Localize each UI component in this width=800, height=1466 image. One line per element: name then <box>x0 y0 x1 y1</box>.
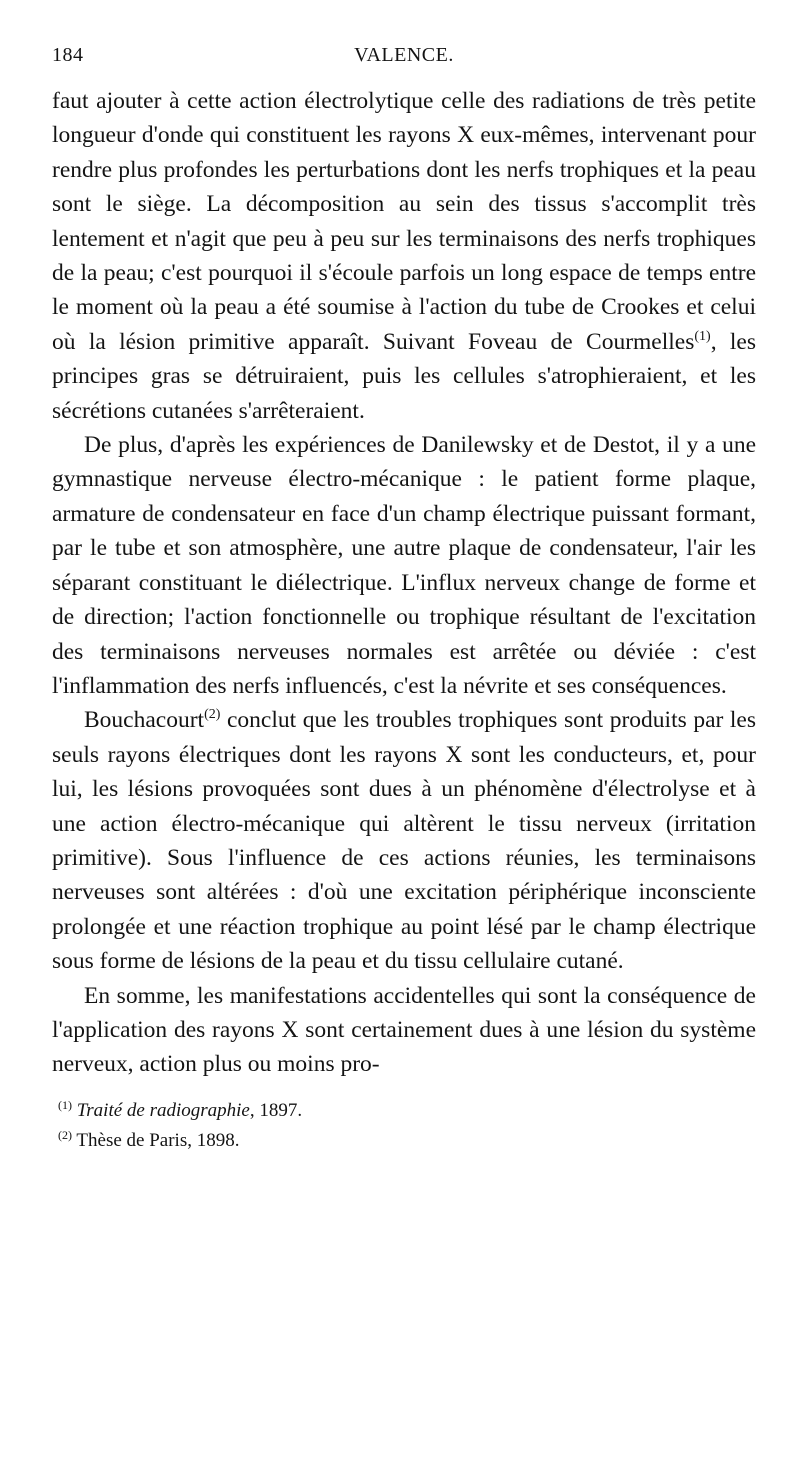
running-title: VALENCE. <box>354 44 454 66</box>
footnote-ref-2: (2) <box>204 707 221 723</box>
footnotes <box>52 1096 756 1156</box>
footnote-1 <box>58 1096 756 1126</box>
paragraph-1 <box>52 84 756 428</box>
paragraph-text: En somme, les manifestations accidentelles qui sont la conséquence de l'application des rayons X sont certainement dues à une lésion du système nerveux, action plus ou moins pro- <box>52 982 756 1078</box>
paragraph-text: , les principes gras se détruiraient, puis les cellules s'atrophieraient, et les sécrétions cutanées s'arrêteraient. <box>52 328 757 424</box>
paragraph-text: Bouchacourt <box>84 707 205 734</box>
paragraph-2 <box>52 428 756 703</box>
paragraph-text: conclut que les troubles trophiques sont produits par les seuls rayons électriques dont les rayons X sont les conducteurs, et, pour lui, les lésions provoquées sont dues à un phénomène d'électrolyse et à une action électro-mécanique qui altèrent le tissu nerveux (irritation primitive). Sous l'influence de ces actions réunies, les terminaisons nerveuses sont altérées : d'où une excitation périphérique inconsciente prolongée et une réaction trophique au point lésé par le champ électrique sous forme de lésions de la peau et du tissu cellulaire cutané. <box>52 707 756 975</box>
book-page <box>52 36 756 1156</box>
page-header <box>52 36 756 76</box>
page-number: 184 <box>52 44 84 66</box>
footnote-marker: (2) <box>58 1127 72 1142</box>
footnote-text: Thèse de Paris, 1898. <box>76 1129 240 1151</box>
footnote-marker: (1) <box>58 1097 72 1112</box>
body-text <box>52 84 756 1082</box>
paragraph-text: De plus, d'après les expériences de Danilewsky et de Destot, il y a une gymnastique nerveuse électro-mécanique : le patient forme plaque, armature de condensateur en face d'un champ électrique puissant formant, par le tube et son atmosphère, une autre plaque de condensateur, l'air les séparant constituant le diélectrique. L'influx nerveux change de forme et de direction; l'action fonctionnelle ou trophique résultant de l'excitation des terminaisons nerveuses normales est arrêtée ou déviée : c'est l'inflammation des nerfs influencés, c'est la névrite et ses conséquences. <box>52 432 756 699</box>
paragraph-4 <box>52 979 756 1082</box>
paragraph-text: faut ajouter à cette action électrolytique celle des radiations de très petite longueur d'onde qui constituent les rayons X eux-mêmes, intervenant pour rendre plus profondes les perturbations dont les nerfs trophiques et la peau sont le siège. La décomposition au sein des tissus s'accomplit très lentement et n'agit que peu à peu sur les terminaisons des nerfs trophiques de la peau; c'est pourquoi il s'écoule parfois un long espace de temps entre le moment où la peau a été soumise à l'action du tube de Crookes et celui où la lésion primitive apparaît. Suivant Foveau de Courmelles <box>52 88 756 355</box>
paragraph-3 <box>52 703 756 978</box>
footnote-text: , 1897. <box>249 1099 303 1121</box>
footnote-2 <box>58 1126 756 1156</box>
footnote-ref-1: (1) <box>694 328 711 344</box>
footnote-title: Traité de radiographie <box>76 1099 250 1121</box>
